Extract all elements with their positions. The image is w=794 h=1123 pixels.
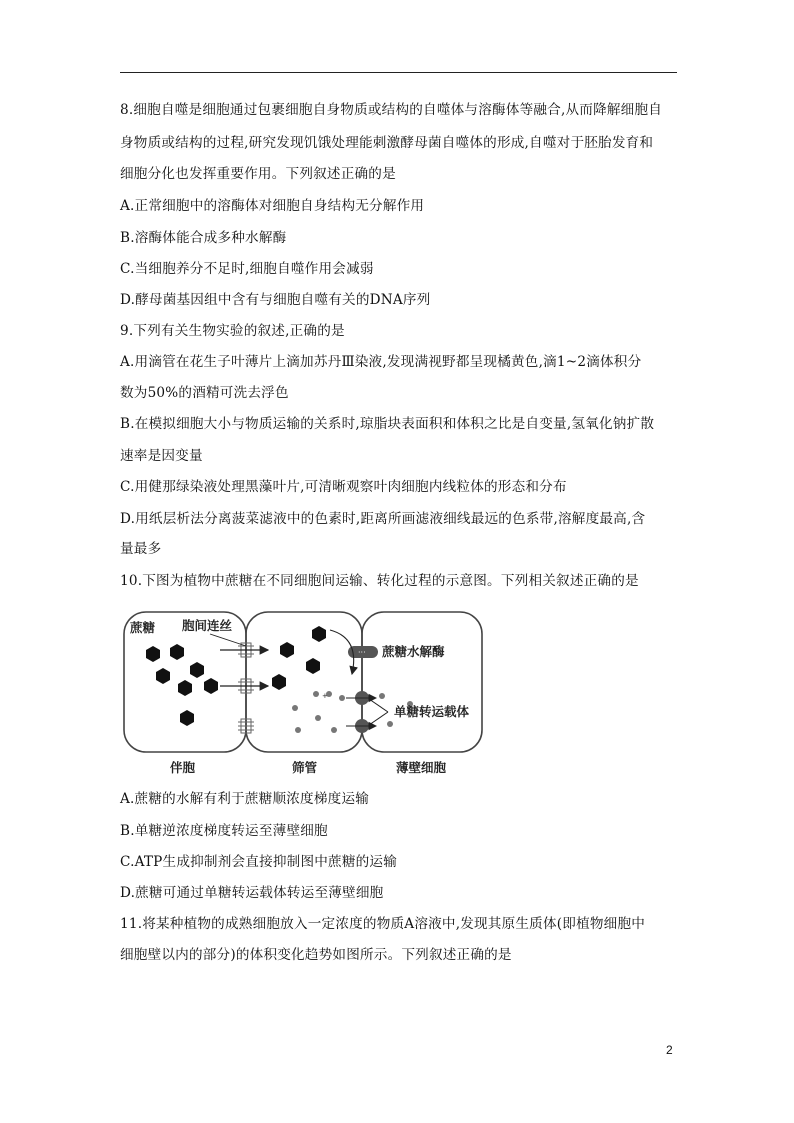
q10-option-a: A.蔗糖的水解有利于蔗糖顺浓度梯度运输 xyxy=(120,791,370,807)
q10-option-b: B.单糖逆浓度梯度转运至薄壁细胞 xyxy=(120,823,328,839)
sucrose-molecules xyxy=(146,626,326,726)
svg-text:···: ··· xyxy=(358,648,366,657)
sucrose-transport-diagram xyxy=(120,600,485,778)
label-sieve-tube: 筛管 xyxy=(292,760,318,775)
svg-text:+: + xyxy=(322,692,328,700)
q10-stem: 10.下图为植物中蔗糖在不同细胞间运输、转化过程的示意图。下列相关叙述正确的是 xyxy=(120,573,639,589)
q10-option-d: D.蔗糖可通过单糖转运载体转运至薄壁细胞 xyxy=(120,885,384,901)
q10-option-c: C.ATP生成抑制剂会直接抑制图中蔗糖的运输 xyxy=(120,854,398,870)
q9-option-c: C.用健那绿染液处理黑藻叶片,可清晰观察叶肉细胞内线粒体的形态和分布 xyxy=(120,479,567,495)
q11-stem-line-1: 11.将某种植物的成熟细胞放入一定浓度的物质A溶液中,发现其原生质体(即植物细胞中 xyxy=(120,916,646,932)
q9-option-b-line-1: B.在模拟细胞大小与物质运输的关系时,琼脂块表面积和体积之比是自变量,氢氧化钠扩散 xyxy=(120,416,655,432)
q9-option-d-line-2: 量最多 xyxy=(120,541,162,557)
header-rule xyxy=(120,72,677,73)
label-sucrose: 蔗糖 xyxy=(130,620,156,635)
parenchyma-cell-outline xyxy=(362,612,482,752)
q8-option-c: C.当细胞养分不足时,细胞自噬作用会减弱 xyxy=(120,261,374,277)
q8-stem-line-2: 身物质或结构的过程,研究发现饥饿处理能刺激酵母菌自噬体的形成,自噬对于胚胎发育和 xyxy=(120,135,654,151)
q8-stem-line-1: 8.细胞自噬是细胞通过包裹细胞自身物质或结构的自噬体与溶酶体等融合,从而降解细胞自 xyxy=(120,102,663,118)
q9-stem: 9.下列有关生物实验的叙述,正确的是 xyxy=(120,323,345,339)
q8-stem-line-3: 细胞分化也发挥重要作用。下列叙述正确的是 xyxy=(120,166,396,182)
q9-option-a-line-1: A.用滴管在花生子叶薄片上滴加苏丹Ⅲ染液,发现满视野都呈现橘黄色,滴1~2滴体积分 xyxy=(120,354,642,370)
label-parenchyma-cell: 薄壁细胞 xyxy=(396,760,447,775)
q9-option-a-line-2: 数为50%的酒精可洗去浮色 xyxy=(120,385,289,401)
label-transporter: 单糖转运载体 xyxy=(394,704,470,719)
label-plasmodesmata: 胞间连丝 xyxy=(182,618,233,633)
page-number: 2 xyxy=(666,1043,673,1057)
q9-option-b-line-2: 速率是因变量 xyxy=(120,448,203,464)
q8-option-a: A.正常细胞中的溶酶体对细胞自身结构无分解作用 xyxy=(120,198,425,214)
q9-option-d-line-1: D.用纸层析法分离菠菜滤液中的色素时,距离所画滤液细线最远的色系带,溶解度最高,含 xyxy=(120,511,646,527)
sieve-tube-outline xyxy=(246,612,362,752)
label-companion-cell: 伴胞 xyxy=(170,760,196,775)
label-sucrase: 蔗糖水解酶 xyxy=(382,644,445,659)
q8-option-b: B.溶酶体能合成多种水解酶 xyxy=(120,230,287,246)
q8-option-d: D.酵母菌基因组中含有与细胞自噬有关的DNA序列 xyxy=(120,292,431,308)
q11-stem-line-2: 细胞壁以内的部分)的体积变化趋势如图所示。下列叙述正确的是 xyxy=(120,947,512,963)
